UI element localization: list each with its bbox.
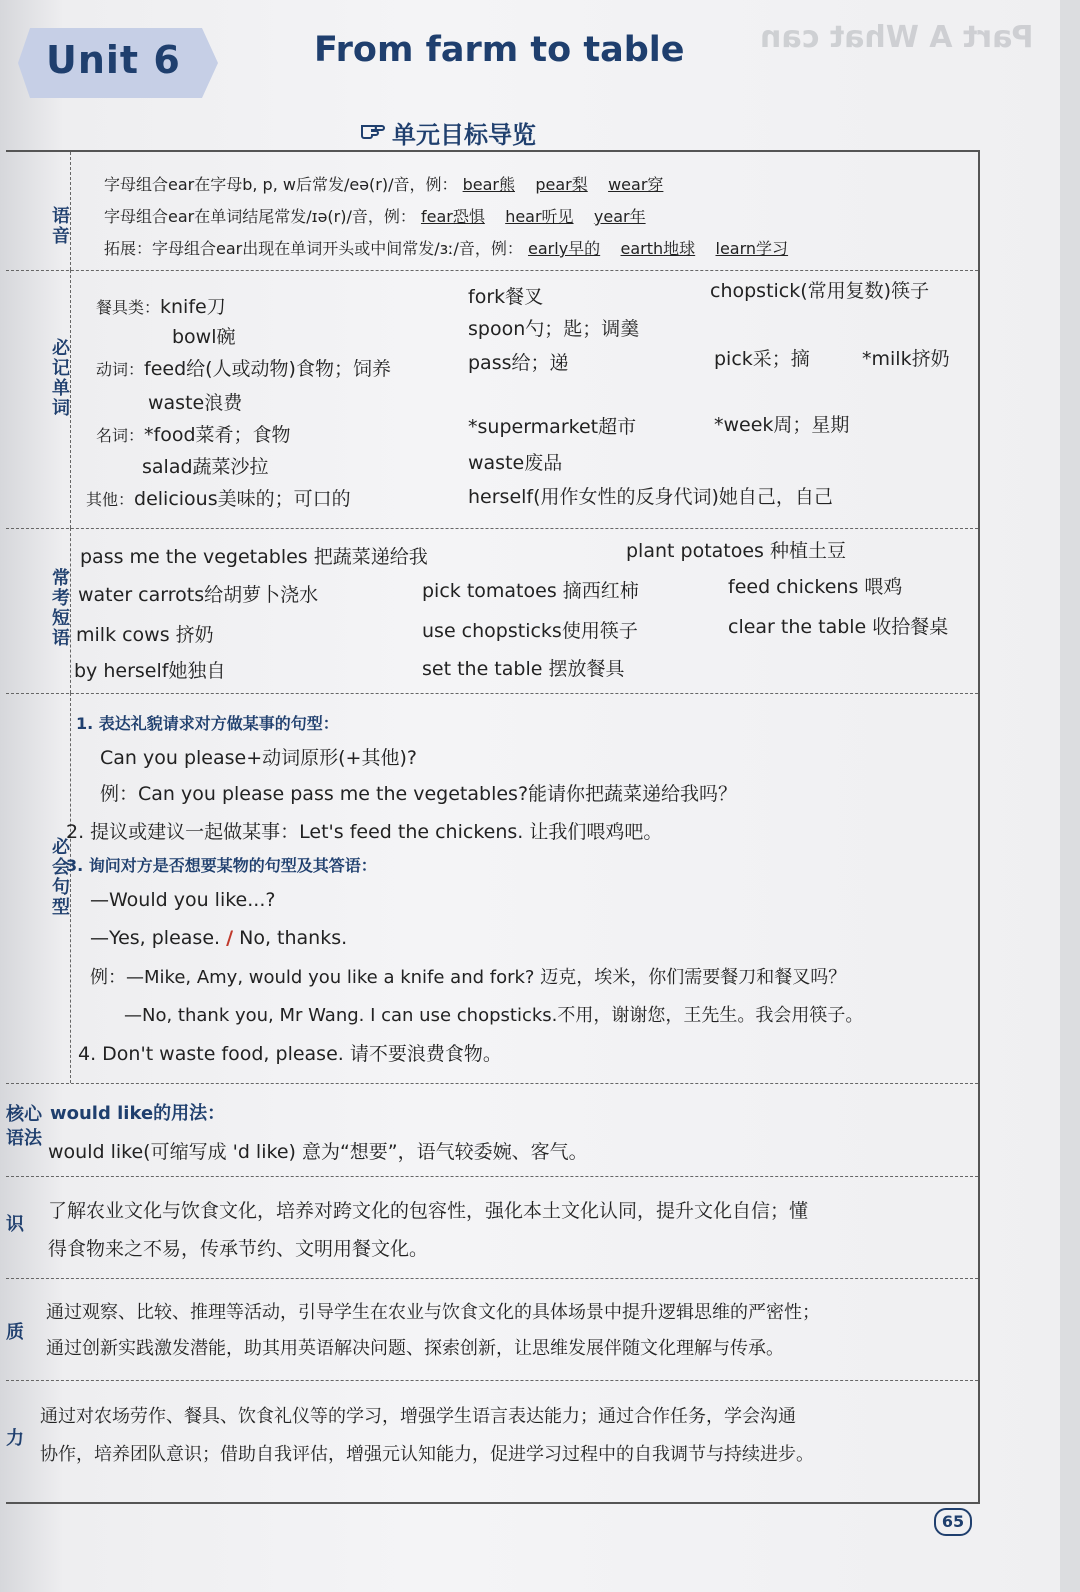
vocab-bowl: bowl碗 [172,326,236,348]
sentence-example: —No, thank you, Mr Wang. I can use chopsticks.不用，谢谢您，王先生。我会用筷子。 [124,1005,864,1026]
phrase-item: use chopsticks使用筷子 [422,620,638,642]
phrase-item: water carrots给胡萝卜浇水 [78,584,319,606]
vocab-spoon: spoon勺；匙；调羹 [468,318,640,340]
pron-line-2: 字母组合ear在单词结尾常发/ɪə(r)/音，例： fear恐惧 hear听见 year年 [104,207,646,226]
vocab-verbs: 动词：feed给(人或动物)食物；饲养 [96,358,391,380]
ability-line-2: 协作，培养团队意识；借助自我评估，增强元认知能力，促进学习过程中的自我调节与持续进步。 [40,1444,814,1465]
sentence-point-4: 4. Don't waste food, please. 请不要浪费食物。 [78,1043,502,1065]
vocab-herself: herself(用作女性的反身代词)她自己，自己 [468,486,833,508]
phrase-item: plant potatoes 种植土豆 [626,540,846,562]
vocab-milk: *milk挤奶 [862,348,950,370]
quality-line-1: 通过观察、比较、推理等活动，引导学生在农业与饮食文化的具体场景中提升逻辑思维的严密性； [46,1302,820,1323]
sentence-pattern: Can you please+动词原形(+其他)? [100,747,417,769]
row-label: 必会句型 [49,837,70,917]
sentence-answers: —Yes, please. / No, thanks. [90,927,348,949]
row-label: 语音 [49,206,70,246]
vocab-supermarket: *supermarket超市 [468,416,637,438]
row-awareness [6,1176,978,1279]
vocab-nouns: 名词：*food菜肴；食物 [96,424,291,446]
row-label: 质 [6,1322,24,1343]
phrase-item: milk cows 挤奶 [76,624,214,646]
phrase-item: pass me the vegetables 把蔬菜递给我 [80,546,428,568]
phrase-item: pick tomatoes 摘西红柿 [422,580,639,602]
ability-line-1: 通过对农场劳作、餐具、饮食礼仪等的学习，增强学生语言表达能力；通过合作任务，学会沟通 [40,1406,796,1427]
pointing-hand-icon [360,118,386,140]
vocab-week: *week周；星期 [714,414,850,436]
row-pronunciation [6,152,978,271]
vocab-pass: pass给；递 [468,352,569,374]
vocab-tableware: 餐具类：knife刀 [96,296,226,318]
row-label: 必记单词 [49,338,70,418]
vocab-fork: fork餐叉 [468,286,544,308]
unit-title: From farm to table [314,30,685,70]
sentence-point-1: 1. 表达礼貌请求对方做某事的句型： [76,714,339,733]
row-vocabulary [6,270,978,529]
grammar-text: would like(可缩写成 'd like) 意为“想要”，语气较委婉、客气。 [48,1141,588,1163]
section-heading: 单元目标导览 [392,121,536,149]
sentence-question: —Would you like...? [90,889,276,911]
phrase-item: set the table 摆放餐具 [422,658,625,680]
sentence-point-3: 3. 询问对方是否想要某物的句型及其答语： [66,856,377,875]
page-number: 65 [934,1508,972,1536]
vocab-waste-noun: waste废品 [468,452,563,474]
phrase-item: feed chickens 喂鸡 [728,576,903,598]
grammar-title: would like的用法： [50,1103,226,1124]
vocab-chopstick: chopstick(常用复数)筷子 [710,280,930,302]
sentence-example: 例：Can you please pass me the vegetables?能请你把蔬菜递给我吗？ [100,783,738,805]
awareness-line-1: 了解农业文化与饮食文化，培养对跨文化的包容性，强化本土文化认同，提升文化自信；懂 [48,1200,809,1222]
vocab-waste-verb: waste浪费 [148,392,243,414]
sentence-point-2: 2. 提议或建议一起做某事：Let's feed the chickens. 让我们喂鸡吧。 [66,821,663,843]
pron-line-3: 拓展：字母组合ear出现在单词开头或中间常发/ɜː/音，例： early早的 earth地球 learn学习 [104,239,789,258]
bleed-through-text: Part A What can [760,20,1034,55]
row-ability [6,1380,978,1500]
phrase-item: clear the table 收拾餐桌 [728,616,949,638]
row-label: 核心语法 [6,1104,42,1149]
row-quality [6,1278,978,1381]
row-label: 力 [6,1428,24,1449]
row-sentences [6,693,978,1084]
phrase-item: by herself她独自 [74,660,226,682]
awareness-line-2: 得食物来之不易，传承节约、文明用餐文化。 [48,1238,429,1260]
sentence-example: 例：—Mike, Amy, would you like a knife and fork? 迈克，埃米，你们需要餐刀和餐叉吗？ [90,967,847,988]
vocab-pick: pick采；摘 [714,348,810,370]
row-grammar [6,1083,978,1177]
quality-line-2: 通过创新实践激发潜能，助其用英语解决问题、探索创新，让思维发展伴随文化理解与传承。 [46,1338,784,1359]
row-label: 识 [6,1214,24,1235]
row-label: 常考短语 [49,568,70,648]
pron-line-1: 字母组合ear在字母b, p, w后常发/eə(r)/音，例： bear熊 pear梨 wear穿 [104,175,664,194]
unit-goals-table [6,150,980,1504]
row-phrases [6,528,978,694]
vocab-salad: salad蔬菜沙拉 [142,456,269,478]
vocab-other: 其他：delicious美味的；可口的 [86,488,351,510]
unit-label: Unit 6 [46,38,181,82]
